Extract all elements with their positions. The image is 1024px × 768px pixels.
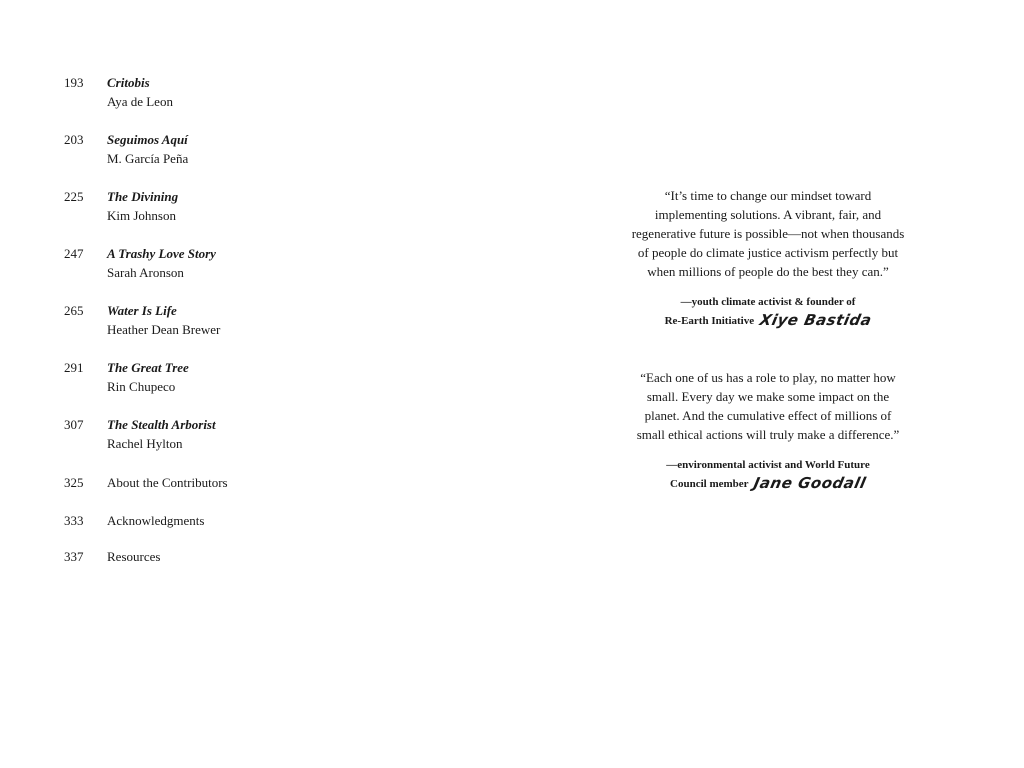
toc-section-title: Resources	[107, 549, 161, 564]
quote-line: planet. And the cumulative effect of millions of	[644, 408, 892, 423]
toc-story-title: Seguimos Aquí	[107, 132, 188, 147]
toc-author: Aya de Leon	[107, 94, 173, 109]
attribution-line: Council member	[670, 478, 749, 490]
toc-page-number: 325	[64, 475, 84, 490]
quote-line: of people do climate justice activism perfectly but	[637, 245, 899, 260]
toc-section-title: Acknowledgments	[107, 513, 205, 528]
toc-page-number: 247	[64, 246, 84, 261]
toc-page-number: 337	[64, 549, 84, 564]
signature: Xiye Bastida	[757, 311, 874, 329]
toc-page-number: 291	[64, 360, 84, 375]
toc-story-title: The Divining	[107, 189, 179, 204]
quote-attribution	[600, 293, 936, 330]
toc-story-title: Critobis	[107, 75, 150, 90]
quote-line: “Each one of us has a role to play, no matter how	[640, 370, 896, 385]
quote-line: regenerative future is possible—not when thousands	[631, 226, 905, 241]
toc-author: Rachel Hylton	[107, 436, 183, 451]
toc-page-number: 265	[64, 303, 84, 318]
quote-text	[600, 368, 936, 444]
toc-section-title: About the Contributors	[107, 475, 228, 490]
attribution-line: Re-Earth Initiative	[664, 315, 755, 327]
toc-story-title: A Trashy Love Story	[107, 246, 216, 261]
signature: Jane Goodall	[752, 474, 868, 492]
quote-line: small. Every day we make some impact on the	[646, 389, 890, 404]
quote-line: implementing solutions. A vibrant, fair, and	[654, 207, 882, 222]
toc-author: Heather Dean Brewer	[107, 322, 221, 337]
quote-attribution	[600, 456, 936, 493]
toc-page-number: 225	[64, 189, 84, 204]
quote-line: when millions of people do the best they can.”	[647, 264, 889, 279]
toc-author: M. García Peña	[107, 151, 189, 166]
toc-page-number: 307	[64, 417, 84, 432]
quote-block	[600, 368, 936, 493]
toc-author: Kim Johnson	[107, 208, 176, 223]
quote-text	[600, 186, 936, 281]
attribution-line: —environmental activist and World Future	[666, 459, 870, 471]
toc-author: Rin Chupeco	[107, 379, 176, 394]
toc-page-number: 193	[64, 75, 84, 90]
quote-line: small ethical actions will truly make a difference.”	[636, 427, 900, 442]
attribution-line: —youth climate activist & founder of	[680, 296, 856, 308]
toc-author: Sarah Aronson	[107, 265, 184, 280]
toc-page-number: 203	[64, 132, 84, 147]
toc-page-number: 333	[64, 513, 84, 528]
quote-block	[600, 186, 936, 330]
toc-story-title: The Great Tree	[107, 360, 189, 375]
quote-line: “It’s time to change our mindset toward	[664, 188, 872, 203]
toc-story-title: The Stealth Arborist	[107, 417, 216, 432]
toc-story-title: Water Is Life	[107, 303, 177, 318]
